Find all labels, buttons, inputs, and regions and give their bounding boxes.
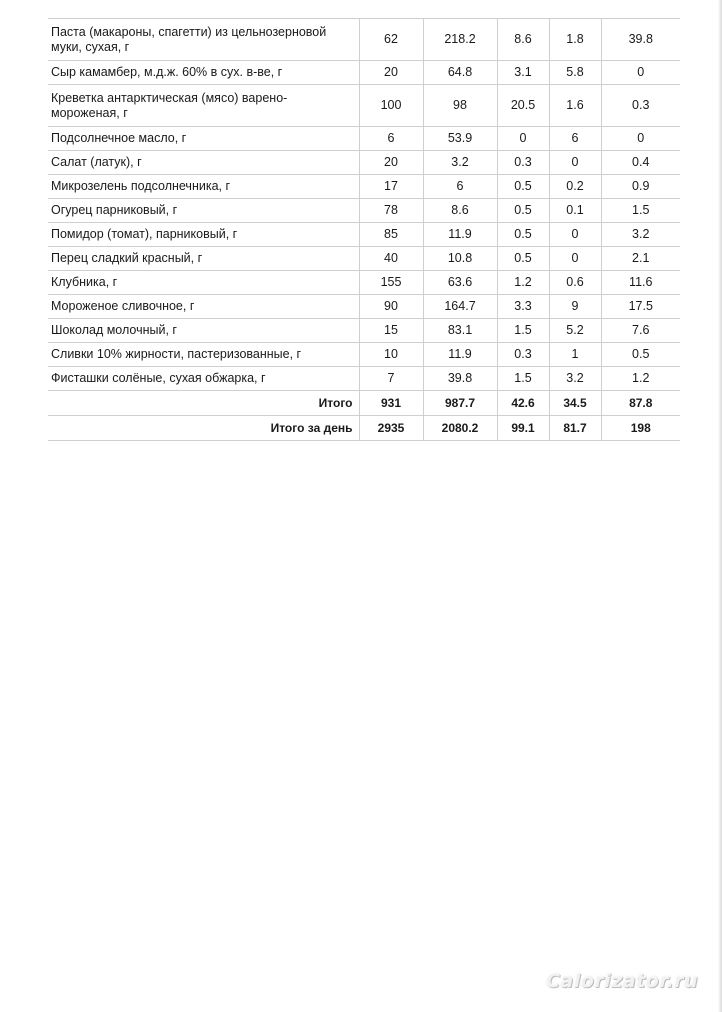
calories-cell: 3.2 [423,151,497,175]
carbs-cell: 2.1 [601,247,680,271]
carbs-cell: 0 [601,61,680,85]
protein-cell: 1.2 [497,271,549,295]
food-name: Сливки 10% жирности, пастеризованные, г [48,343,359,367]
carbs-cell: 7.6 [601,319,680,343]
table-row [48,85,680,127]
day-total-label: Итого за день [48,416,359,441]
total-calories: 987.7 [423,391,497,416]
table-row [48,247,680,271]
fat-cell: 5.8 [549,61,601,85]
table-row [48,295,680,319]
carbs-cell: 11.6 [601,271,680,295]
day-total-calories: 2080.2 [423,416,497,441]
table-row [48,223,680,247]
food-name: Мороженое сливочное, г [48,295,359,319]
carbs-cell: 1.2 [601,367,680,391]
calories-cell: 98 [423,85,497,127]
total-fat: 34.5 [549,391,601,416]
food-name: Сыр камамбер, м.д.ж. 60% в сух. в-ве, г [48,61,359,85]
carbs-cell: 3.2 [601,223,680,247]
protein-cell: 0.5 [497,223,549,247]
protein-cell: 20.5 [497,85,549,127]
day-total-carbs: 198 [601,416,680,441]
food-name: Паста (макароны, спагетти) из цельнозерновой муки, сухая, г [48,19,359,61]
carbs-cell: 0.4 [601,151,680,175]
calories-cell: 83.1 [423,319,497,343]
food-name: Салат (латук), г [48,151,359,175]
protein-cell: 3.3 [497,295,549,319]
fat-cell: 1.6 [549,85,601,127]
fat-cell: 0.6 [549,271,601,295]
table-row [48,199,680,223]
fat-cell: 1.8 [549,19,601,61]
fat-cell: 6 [549,127,601,151]
protein-cell: 0.5 [497,199,549,223]
carbs-cell: 1.5 [601,199,680,223]
weight-cell: 62 [359,19,423,61]
calories-cell: 39.8 [423,367,497,391]
weight-cell: 17 [359,175,423,199]
calories-cell: 218.2 [423,19,497,61]
table-row [48,271,680,295]
weight-cell: 20 [359,151,423,175]
food-name: Помидор (томат), парниковый, г [48,223,359,247]
carbs-cell: 17.5 [601,295,680,319]
fat-cell: 0.2 [549,175,601,199]
weight-cell: 20 [359,61,423,85]
carbs-cell: 0.5 [601,343,680,367]
weight-cell: 6 [359,127,423,151]
protein-cell: 0.5 [497,247,549,271]
food-name: Шоколад молочный, г [48,319,359,343]
protein-cell: 1.5 [497,319,549,343]
fat-cell: 1 [549,343,601,367]
total-protein: 42.6 [497,391,549,416]
fat-cell: 9 [549,295,601,319]
total-carbs: 87.8 [601,391,680,416]
day-total-row [48,416,680,441]
table-row [48,127,680,151]
calories-cell: 11.9 [423,223,497,247]
table-row [48,319,680,343]
calories-cell: 10.8 [423,247,497,271]
fat-cell: 0 [549,151,601,175]
weight-cell: 78 [359,199,423,223]
carbs-cell: 0.9 [601,175,680,199]
protein-cell: 0 [497,127,549,151]
food-name: Фисташки солёные, сухая обжарка, г [48,367,359,391]
protein-cell: 0.3 [497,151,549,175]
table-row [48,61,680,85]
total-label: Итого [48,391,359,416]
food-name: Огурец парниковый, г [48,199,359,223]
table-row [48,343,680,367]
calorizator-watermark: Calorizator.ru [545,970,698,992]
day-total-protein: 99.1 [497,416,549,441]
fat-cell: 5.2 [549,319,601,343]
fat-cell: 0 [549,223,601,247]
total-weight: 931 [359,391,423,416]
food-name: Креветка антарктическая (мясо) варено-мороженая, г [48,85,359,127]
food-name: Подсолнечное масло, г [48,127,359,151]
day-total-fat: 81.7 [549,416,601,441]
fat-cell: 0 [549,247,601,271]
page-edge-shadow [718,0,722,1012]
calories-cell: 64.8 [423,61,497,85]
calories-cell: 6 [423,175,497,199]
meal-total-row [48,391,680,416]
weight-cell: 10 [359,343,423,367]
food-log-table [48,18,680,441]
fat-cell: 3.2 [549,367,601,391]
table-row [48,19,680,61]
food-name: Микрозелень подсолнечника, г [48,175,359,199]
weight-cell: 7 [359,367,423,391]
food-name: Перец сладкий красный, г [48,247,359,271]
protein-cell: 3.1 [497,61,549,85]
table-row [48,175,680,199]
protein-cell: 1.5 [497,367,549,391]
protein-cell: 0.3 [497,343,549,367]
day-total-weight: 2935 [359,416,423,441]
weight-cell: 15 [359,319,423,343]
carbs-cell: 0 [601,127,680,151]
calories-cell: 8.6 [423,199,497,223]
weight-cell: 85 [359,223,423,247]
calories-cell: 63.6 [423,271,497,295]
carbs-cell: 0.3 [601,85,680,127]
protein-cell: 0.5 [497,175,549,199]
calories-cell: 53.9 [423,127,497,151]
weight-cell: 155 [359,271,423,295]
calories-cell: 11.9 [423,343,497,367]
carbs-cell: 39.8 [601,19,680,61]
food-name: Клубника, г [48,271,359,295]
weight-cell: 100 [359,85,423,127]
weight-cell: 40 [359,247,423,271]
table-row [48,367,680,391]
protein-cell: 8.6 [497,19,549,61]
weight-cell: 90 [359,295,423,319]
calories-cell: 164.7 [423,295,497,319]
fat-cell: 0.1 [549,199,601,223]
table-row [48,151,680,175]
